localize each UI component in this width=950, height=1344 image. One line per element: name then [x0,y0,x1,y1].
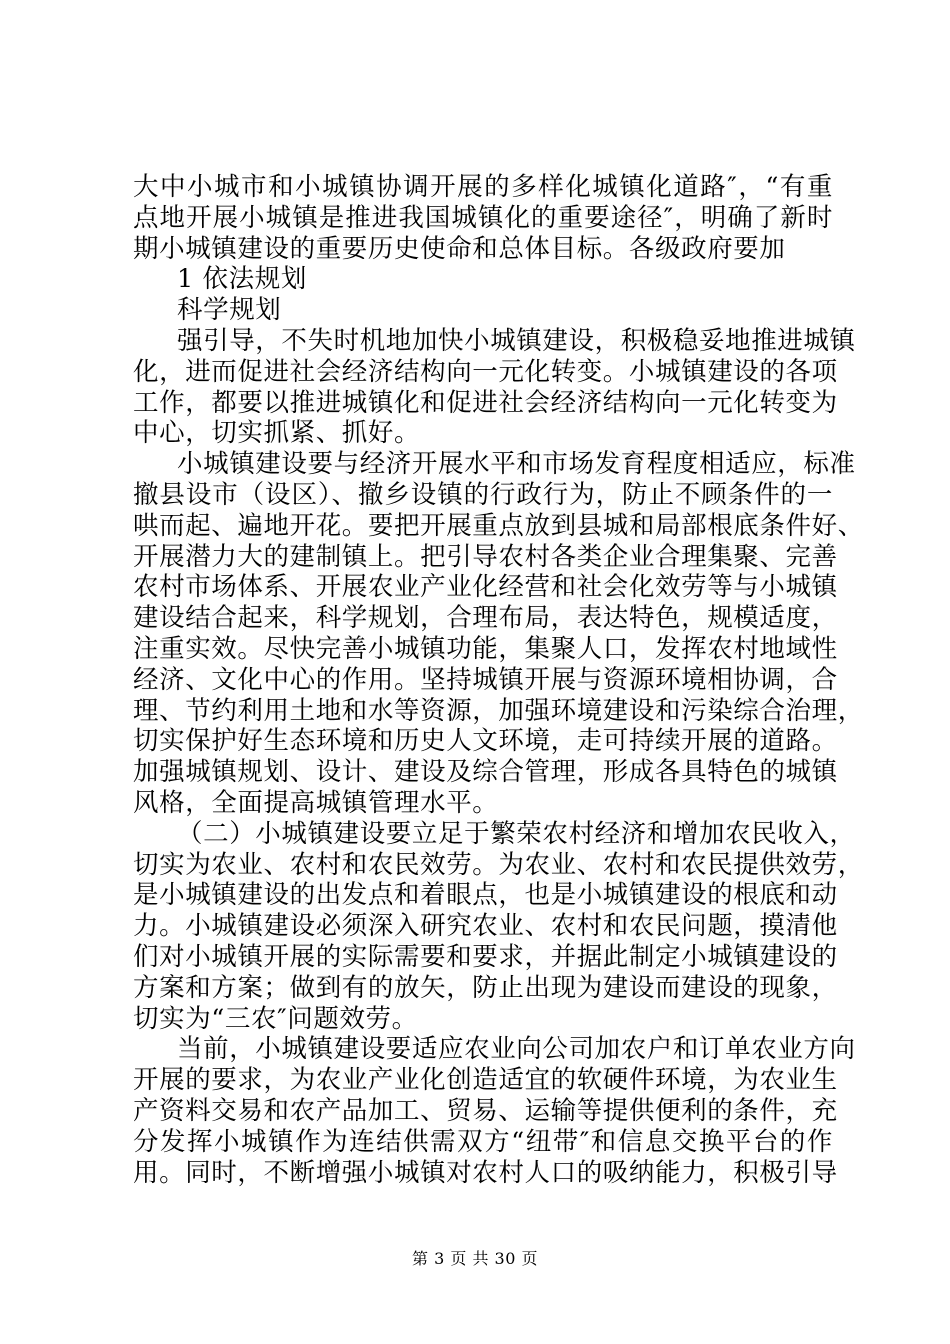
text-line: 力。小城镇建设必须深入研究农业、农村和农民问题，摸清他 [133,911,838,942]
text-line: 理、节约利用土地和水等资源，加强环境建设和污染综合治理， [133,695,864,726]
text-line: 开展潜力大的建制镇上。把引导农村各类企业合理集聚、完善 [133,541,838,572]
text-line: 分发挥小城镇作为连结供需双方“纽带″和信息交换平台的作 [133,1126,833,1157]
text-line: 工作，都要以推进城镇化和促进社会经济结构向一元化转变为 [133,387,838,418]
text-line: 风格，全面提高城镇管理水平。 [133,787,499,818]
text-line: 点地开展小城镇是推进我国城镇化的重要途径″，明确了新时 [133,202,833,233]
text-line: 强引导，不失时机地加快小城镇建设，积极稳妥地推进城镇 [177,325,856,356]
text-line: 当前，小城镇建设要适应农业向公司加农户和订单农业方向 [177,1034,856,1065]
text-line: 产资料交易和农产品加工、贸易、运输等提供便利的条件，充 [133,1095,838,1126]
text-line: 期小城镇建设的重要历史使命和总体目标。各级政府要加 [133,233,786,264]
text-line: 中心，切实抓紧、抓好。 [133,418,421,449]
text-line: 加强城镇规划、设计、建设及综合管理，形成各具特色的城镇 [133,757,838,788]
text-line: 切实为农业、农村和农民效劳。为农业、农村和农民提供效劳， [133,849,864,880]
text-line: 们对小城镇开展的实际需要和要求，并据此制定小城镇建设的 [133,941,838,972]
text-line: 方案和方案；做到有的放矢，防止出现为建设而建设的现象， [133,972,838,1003]
section-heading: 1 依法规划 [177,264,307,295]
text-line: 撤县设市（设区）、撤乡设镇的行政行为，防止不顾条件的一 [133,479,833,510]
text-line: 建设结合起来，科学规划，合理布局，表达特色，规模适度， [133,603,838,634]
text-line: 注重实效。尽快完善小城镇功能，集聚人口，发挥农村地域性 [133,633,838,664]
text-line: 哄而起、遍地开花。要把开展重点放到县城和局部根底条件好、 [133,510,864,541]
page-number-footer: 第 3 页 共 30 页 [412,1249,538,1268]
text-line: 经济、文化中心的作用。坚持城镇开展与资源环境相协调，合 [133,664,838,695]
text-line: 切实保护好生态环境和历史人文环境，走可持续开展的道路。 [133,726,838,757]
text-line: （二）小城镇建设要立足于繁荣农村经济和增加农民收入， [177,818,856,849]
body-text [133,172,864,1188]
text-line: 用。同时，不断增强小城镇对农村人口的吸纳能力，积极引导 [133,1157,838,1188]
text-line: 化，进而促进社会经济结构向一元化转变。小城镇建设的各项 [133,356,838,387]
text-line: 开展的要求，为农业产业化创造适宜的软硬件环境，为农业生 [133,1065,838,1096]
text-line: 大中小城市和小城镇协调开展的多样化城镇化道路″，“有重 [133,172,833,202]
section-heading: 科学规划 [177,295,282,326]
text-line: 是小城镇建设的出发点和着眼点，也是小城镇建设的根底和动 [133,880,838,911]
text-line: 切实为“三农″问题效劳。 [133,1003,418,1034]
text-line: 农村市场体系、开展农业产业化经营和社会化效劳等与小城镇 [133,572,838,603]
text-line: 小城镇建设要与经济开展水平和市场发育程度相适应，标准 [177,449,856,480]
